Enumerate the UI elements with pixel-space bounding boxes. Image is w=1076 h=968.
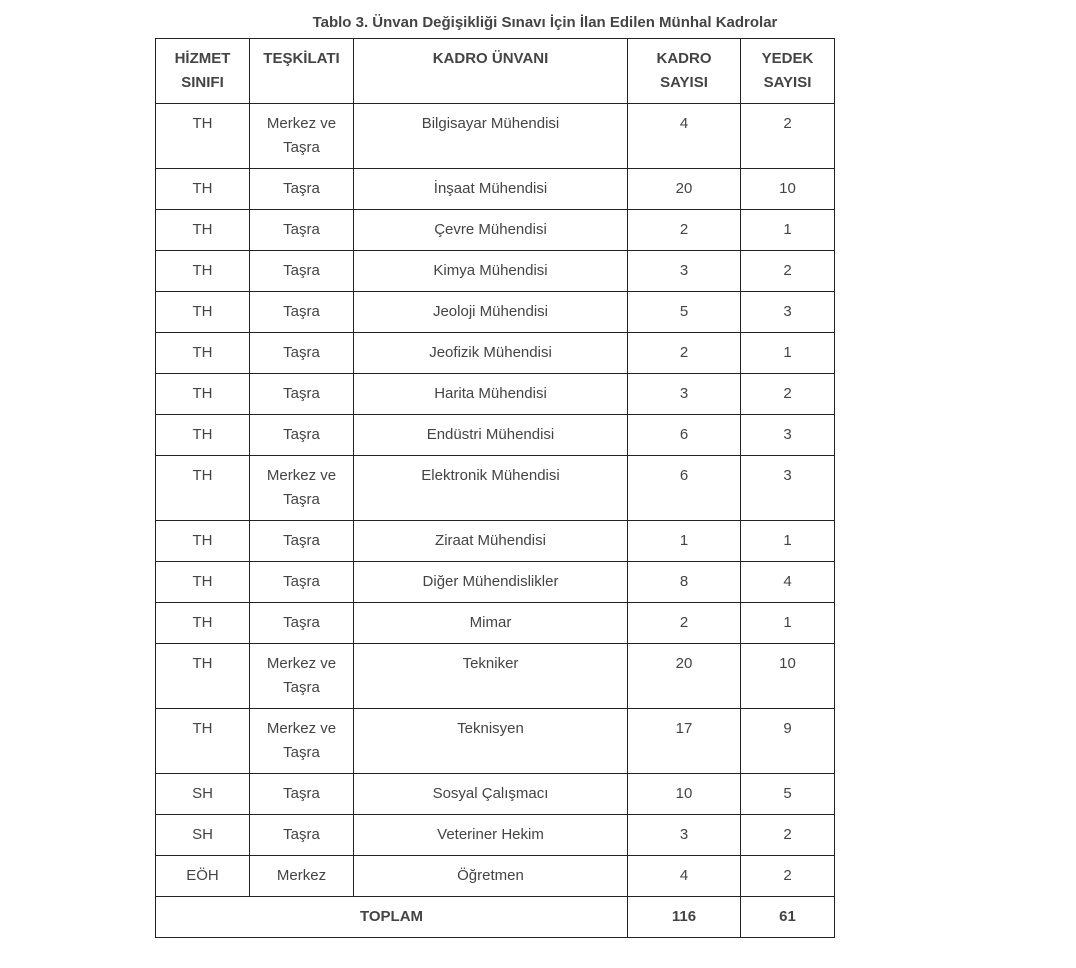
cell-kadro-unvani: İnşaat Mühendisi — [354, 169, 628, 210]
table-row — [156, 774, 835, 815]
cell-kadro-unvani: Ziraat Mühendisi — [354, 521, 628, 562]
table-row — [156, 709, 835, 774]
cell-hizmet-sinifi: TH — [156, 374, 250, 415]
cell-yedek-sayisi: 3 — [741, 292, 835, 333]
cell-kadro-unvani: Öğretmen — [354, 856, 628, 897]
header-kadro-sayisi: KADRO SAYISI — [628, 39, 741, 104]
table-row — [156, 374, 835, 415]
cell-kadro-unvani: Diğer Mühendislikler — [354, 562, 628, 603]
cell-teskilati: Taşra — [250, 415, 354, 456]
header-row — [156, 39, 835, 104]
cell-kadro-sayisi: 5 — [628, 292, 741, 333]
cell-kadro-unvani: Endüstri Mühendisi — [354, 415, 628, 456]
cell-yedek-sayisi: 2 — [741, 856, 835, 897]
cell-yedek-sayisi: 9 — [741, 709, 835, 774]
cell-yedek-sayisi: 2 — [741, 251, 835, 292]
cell-yedek-sayisi: 2 — [741, 104, 835, 169]
cell-kadro-sayisi: 3 — [628, 815, 741, 856]
cell-teskilati: Taşra — [250, 169, 354, 210]
cell-kadro-sayisi: 6 — [628, 415, 741, 456]
cell-teskilati: Taşra — [250, 815, 354, 856]
cell-teskilati: Taşra — [250, 774, 354, 815]
cell-kadro-unvani: Tekniker — [354, 644, 628, 709]
cell-kadro-sayisi: 10 — [628, 774, 741, 815]
cell-kadro-unvani: Çevre Mühendisi — [354, 210, 628, 251]
cell-hizmet-sinifi: TH — [156, 415, 250, 456]
cell-kadro-unvani: Jeoloji Mühendisi — [354, 292, 628, 333]
cell-yedek-sayisi: 10 — [741, 644, 835, 709]
cell-kadro-unvani: Mimar — [354, 603, 628, 644]
total-row — [156, 897, 835, 938]
cell-hizmet-sinifi: TH — [156, 644, 250, 709]
cell-yedek-sayisi: 1 — [741, 603, 835, 644]
cell-kadro-sayisi: 4 — [628, 104, 741, 169]
cell-hizmet-sinifi: TH — [156, 251, 250, 292]
cell-yedek-sayisi: 4 — [741, 562, 835, 603]
cell-hizmet-sinifi: TH — [156, 292, 250, 333]
cell-hizmet-sinifi: TH — [156, 562, 250, 603]
cell-hizmet-sinifi: SH — [156, 815, 250, 856]
cell-yedek-sayisi: 10 — [741, 169, 835, 210]
cell-teskilati: Taşra — [250, 562, 354, 603]
table-row — [156, 251, 835, 292]
cell-kadro-unvani: Veteriner Hekim — [354, 815, 628, 856]
cell-yedek-sayisi: 1 — [741, 333, 835, 374]
table-title: Tablo 3. Ünvan Değişikliği Sınavı İçin İlan Edilen Münhal Kadrolar — [312, 14, 778, 31]
cell-teskilati: Taşra — [250, 210, 354, 251]
table-row — [156, 169, 835, 210]
cell-hizmet-sinifi: SH — [156, 774, 250, 815]
cell-yedek-sayisi: 3 — [741, 456, 835, 521]
table-row — [156, 292, 835, 333]
cell-teskilati: Taşra — [250, 603, 354, 644]
cell-kadro-sayisi: 3 — [628, 251, 741, 292]
header-kadro-unvani: KADRO ÜNVANI — [354, 39, 628, 104]
cell-kadro-sayisi: 3 — [628, 374, 741, 415]
total-yedek: 61 — [741, 897, 835, 938]
table-row — [156, 104, 835, 169]
cell-kadro-unvani: Elektronik Mühendisi — [354, 456, 628, 521]
cell-kadro-sayisi: 20 — [628, 169, 741, 210]
cell-kadro-sayisi: 2 — [628, 333, 741, 374]
cell-hizmet-sinifi: EÖH — [156, 856, 250, 897]
cell-yedek-sayisi: 2 — [741, 374, 835, 415]
table-row — [156, 210, 835, 251]
cell-hizmet-sinifi: TH — [156, 709, 250, 774]
cell-kadro-unvani: Teknisyen — [354, 709, 628, 774]
cell-kadro-unvani: Harita Mühendisi — [354, 374, 628, 415]
cell-hizmet-sinifi: TH — [156, 210, 250, 251]
cell-kadro-unvani: Kimya Mühendisi — [354, 251, 628, 292]
cell-yedek-sayisi: 2 — [741, 815, 835, 856]
table-row — [156, 815, 835, 856]
cell-kadro-sayisi: 6 — [628, 456, 741, 521]
header-yedek-sayisi: YEDEK SAYISI — [741, 39, 835, 104]
cell-teskilati: Taşra — [250, 521, 354, 562]
cell-kadro-sayisi: 20 — [628, 644, 741, 709]
header-hizmet-sinifi: HİZMET SINIFI — [156, 39, 250, 104]
cell-kadro-sayisi: 4 — [628, 856, 741, 897]
cell-kadro-unvani: Bilgisayar Mühendisi — [354, 104, 628, 169]
cell-yedek-sayisi: 1 — [741, 521, 835, 562]
table-row — [156, 521, 835, 562]
cell-kadro-sayisi: 8 — [628, 562, 741, 603]
cell-kadro-sayisi: 1 — [628, 521, 741, 562]
table-row — [156, 562, 835, 603]
cell-kadro-unvani: Jeofizik Mühendisi — [354, 333, 628, 374]
cell-hizmet-sinifi: TH — [156, 333, 250, 374]
cell-teskilati: Merkez ve Taşra — [250, 104, 354, 169]
cell-kadro-sayisi: 2 — [628, 210, 741, 251]
table-row — [156, 333, 835, 374]
cell-teskilati: Taşra — [250, 251, 354, 292]
cell-hizmet-sinifi: TH — [156, 169, 250, 210]
total-kadro: 116 — [628, 897, 741, 938]
cell-hizmet-sinifi: TH — [156, 603, 250, 644]
cell-teskilati: Merkez ve Taşra — [250, 709, 354, 774]
table-row — [156, 415, 835, 456]
cell-teskilati: Taşra — [250, 374, 354, 415]
cell-teskilati: Merkez ve Taşra — [250, 644, 354, 709]
table-row — [156, 603, 835, 644]
cell-teskilati: Taşra — [250, 333, 354, 374]
header-teskilati: TEŞKİLATI — [250, 39, 354, 104]
cell-kadro-sayisi: 17 — [628, 709, 741, 774]
cell-yedek-sayisi: 3 — [741, 415, 835, 456]
cell-teskilati: Merkez ve Taşra — [250, 456, 354, 521]
cell-yedek-sayisi: 5 — [741, 774, 835, 815]
vacancy-table — [155, 38, 835, 938]
cell-kadro-unvani: Sosyal Çalışmacı — [354, 774, 628, 815]
cell-teskilati: Taşra — [250, 292, 354, 333]
cell-kadro-sayisi: 2 — [628, 603, 741, 644]
cell-yedek-sayisi: 1 — [741, 210, 835, 251]
table-row — [156, 644, 835, 709]
cell-hizmet-sinifi: TH — [156, 521, 250, 562]
cell-hizmet-sinifi: TH — [156, 456, 250, 521]
cell-teskilati: Merkez — [250, 856, 354, 897]
total-label: TOPLAM — [156, 897, 628, 938]
table-row — [156, 856, 835, 897]
cell-hizmet-sinifi: TH — [156, 104, 250, 169]
table-row — [156, 456, 835, 521]
